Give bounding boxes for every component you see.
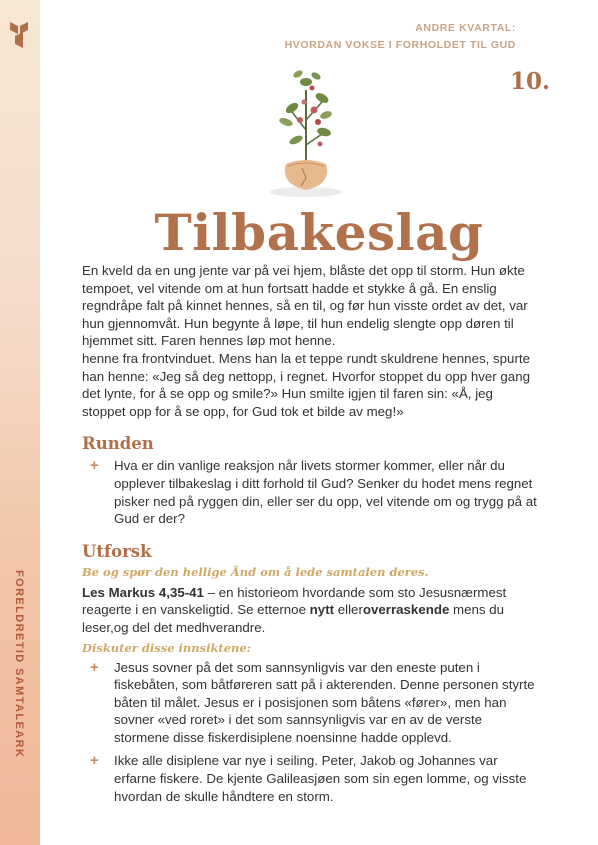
quarter-header-line2: HVORDAN VOKSE I FORHOLDET TIL GUD: [284, 39, 516, 51]
list-item-text: Jesus sovner på det som sannsynligvis var den eneste puten i fiskebåten, som båtføreren satt på i akterenden. Denne personen styrte båten til målet. Jesus er i posisjonen som båtens «fører», men han sovner «ved roret» i det som sannsynligvis var en av de verste stormene disse fiskerdisiplene noensinne hadde opplevd.: [114, 659, 535, 745]
intro-text: [82, 262, 538, 420]
reading-text-2: eller: [334, 602, 363, 618]
plus-icon: +: [90, 752, 99, 770]
reading-bold-1: nytt: [309, 602, 335, 618]
list-item: [82, 659, 538, 747]
plus-icon: +: [90, 457, 99, 475]
reading-text-1: – en historieom hvordande som sto Jesusnærmest reagerte i en vanskeligtid. Se etternoe: [82, 584, 507, 618]
prayer-guide: Be og spør den hellige Ånd om å lede samtalen deres.: [82, 564, 429, 579]
lesson-number: 10.: [509, 68, 550, 95]
list-item-text: Hva er din vanlige reaksjon når livets stormer kommer, eller når du opplever tilbakeslag i ditt forhold til Gud? Senker du hodet mens regnet pisker ned på ryggen din, eller ser du opp, vel vitende om og trygg på at Gud er der?: [114, 458, 537, 527]
plus-icon: +: [90, 658, 99, 676]
list-item: [82, 457, 538, 527]
brand-logo-icon: [8, 20, 32, 50]
runden-list: [82, 457, 538, 527]
reading-bold-2: overraskende: [362, 602, 450, 618]
list-item-text: Ikke alle disiplene var nye i seiling. Peter, Jakob og Johannes var erfarne fiskere. De kjente Galileasjøen som sin egen lomme, og visste hvordan de skulle håndtere en storm.: [114, 753, 527, 804]
potted-plant-illustration: [266, 60, 346, 200]
discuss-label: Diskuter disse innsiktene:: [82, 640, 251, 655]
sidebar-vertical-label: FORELDRETID SAMTALEARK: [13, 570, 25, 759]
reading-text-3: mens du leser,og del det medhverandre.: [82, 602, 505, 635]
reading-instruction: [82, 584, 538, 637]
list-item: [82, 752, 538, 805]
quarter-header-line1: ANDRE KVARTAL:: [415, 22, 516, 34]
scripture-reference: Les Markus 4,35-41: [82, 584, 204, 600]
runden-heading: Runden: [82, 434, 154, 454]
quarter-header: [285, 20, 516, 54]
sidebar: [0, 0, 40, 845]
main-content: [82, 262, 538, 811]
page-title: Tilbakeslag: [154, 203, 484, 262]
intro-paragraph-1: En kveld da en ung jente var på vei hjem, blåste det opp til storm. Hun økte tempoet, vel vitende om at hun fortsatt hadde et stykke å gå. En enslig regndråpe falt på kinnet hennes, så en til, og før hun visste ordet av det, var hun gjennomvåt. Hun begynte å løpe, til hun endelig slengte opp døren til hjemmet sitt. Faren hennes løp mot henne.: [82, 263, 528, 349]
intro-paragraph-2: henne fra frontvinduet. Mens han la et teppe rundt skuldrene hennes, spurte han henne: «Jeg så deg nettopp, i regnet. Hvorfor stoppet du opp hver gang det lynte, for å se opp og smile?» Hun smilte igjen til faren sin: «Å, jeg stoppet opp for å se opp, for Gud tok et bilde av meg!»: [82, 350, 530, 419]
utforsk-list: [82, 659, 538, 806]
utforsk-heading: Utforsk: [82, 541, 152, 561]
